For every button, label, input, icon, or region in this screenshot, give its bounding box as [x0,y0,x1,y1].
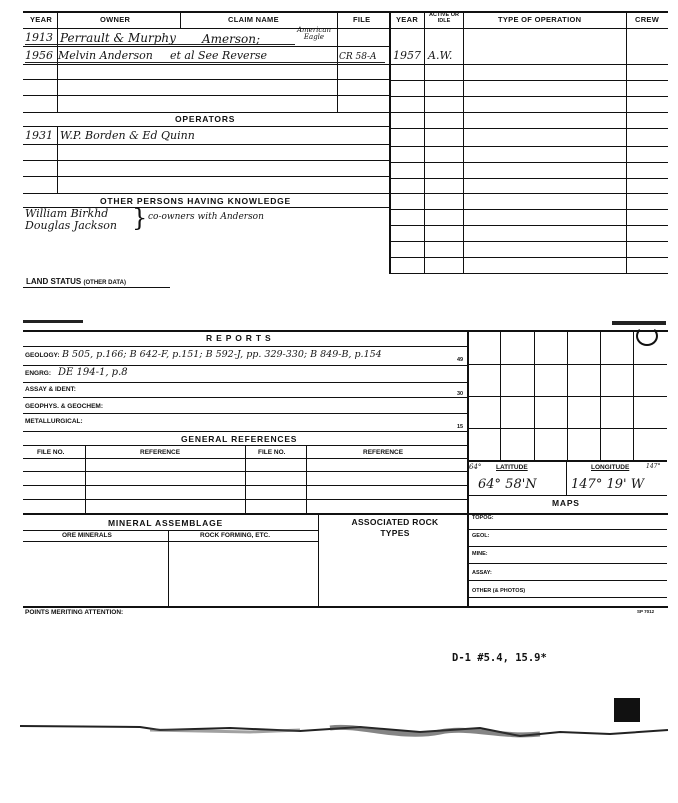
knowledge-title: OTHER PERSONS HAVING KNOWLEDGE [100,196,292,206]
latitude-label: LATITUDE [496,464,528,471]
claim-row-1-owner: Perrault & Murphy [60,31,176,45]
associated-rock-types-title: ASSOCIATED ROCK TYPES [351,517,439,538]
land-status-label: LAND STATUS (OTHER DATA) [26,277,126,286]
claim-row-2-underline [25,62,385,63]
map-geol: GEOL: [472,533,490,539]
claim-row-2-claim-name: et al See Reverse [170,49,267,62]
header-year-2: YEAR [396,15,419,24]
brace: } [132,204,148,232]
header-crew: CREW [635,15,660,24]
engrg-value: DE 194-1, p.8 [58,367,128,378]
claim-row-1-claim-note: American Eagle [296,26,332,41]
claim-row-2-file: CR 58-A [339,52,377,62]
points-meriting-attention-label: POINTS MERITING ATTENTION: [25,609,124,616]
maps-title: MAPS [552,498,580,508]
operator-row-1-name: W.P. Borden & Ed Quinn [60,129,195,142]
ref-header-file-2: FILE NO. [258,449,286,456]
map-topog: TOPOG: [472,515,494,521]
geophys-label: GEOPHYS. & GEOCHEM: [25,403,104,410]
assay-label: ASSAY & IDENT: [25,386,76,393]
map-other: OTHER (& PHOTOS) [472,588,526,594]
knowledge-name-1: William Birkhd [25,207,109,220]
map-assay: ASSAY: [472,570,492,576]
ref-header-reference-1: REFERENCE [140,449,181,456]
typed-note: D-1 #5.4, 15.9* [452,652,547,664]
margin-number-49: 49 [457,357,464,363]
card-top-edge-right [612,321,666,325]
header-type-of-operation: TYPE OF OPERATION [498,15,582,24]
general-references-title: GENERAL REFERENCES [181,434,298,444]
longitude-value: 147° 19' W [571,477,645,492]
header-year: YEAR [30,15,53,24]
operator-row-1-year: 1931 [25,129,53,142]
ref-header-file-1: FILE NO. [37,449,65,456]
header-owner: OWNER [100,15,131,24]
map-mine: MINE: [472,551,488,557]
metallurgical-label: METALLURGICAL: [25,418,83,425]
operation-row-1-year: 1957 [393,49,421,62]
rock-forming-label: ROCK FORMING, ETC. [200,532,271,539]
claim-row-1-underline [25,44,295,45]
header-active-or-idle: ACTIVE OR IDLE [429,12,459,24]
engrg-label: ENGRG: [25,370,51,377]
reports-title: R E P O R T S [206,333,272,343]
knowledge-note: co-owners with Anderson [148,212,264,222]
operation-row-1-status: A.W. [428,49,453,62]
scan-edge-noise [0,718,678,758]
mineral-assemblage-title: MINERAL ASSEMBLAGE [108,518,223,528]
claim-row-1-claim-name: Amerson; [202,32,261,46]
geology-label: GEOLOGY: [25,352,60,359]
knowledge-name-2: Douglas Jackson [25,219,117,232]
margin-number-15: 15 [457,424,464,430]
claim-row-2-owner: Melvin Anderson [58,49,153,62]
longitude-label: LONGITUDE [591,464,630,471]
operators-title: OPERATORS [175,114,236,124]
form-code: SP 7012 [637,609,655,614]
lat-prefix: 64° [469,463,482,471]
corner-circle [636,326,658,346]
claim-row-1-year: 1913 [25,31,53,44]
margin-number-30: 30 [457,391,464,397]
ref-header-reference-2: REFERENCE [363,449,404,456]
geology-value: B 505, p.166; B 642-F, p.151; B 592-J, pp. 329-330; B 849-B, p.154 [62,349,382,360]
latitude-value: 64° 58'N [478,477,537,492]
ore-minerals-label: ORE MINERALS [62,532,112,539]
header-claim-name: CLAIM NAME [228,15,279,24]
claim-row-2-year: 1956 [25,49,53,62]
header-file: FILE [353,15,371,24]
lon-suffix: 147° [646,463,661,470]
card-top-edge [23,320,83,323]
